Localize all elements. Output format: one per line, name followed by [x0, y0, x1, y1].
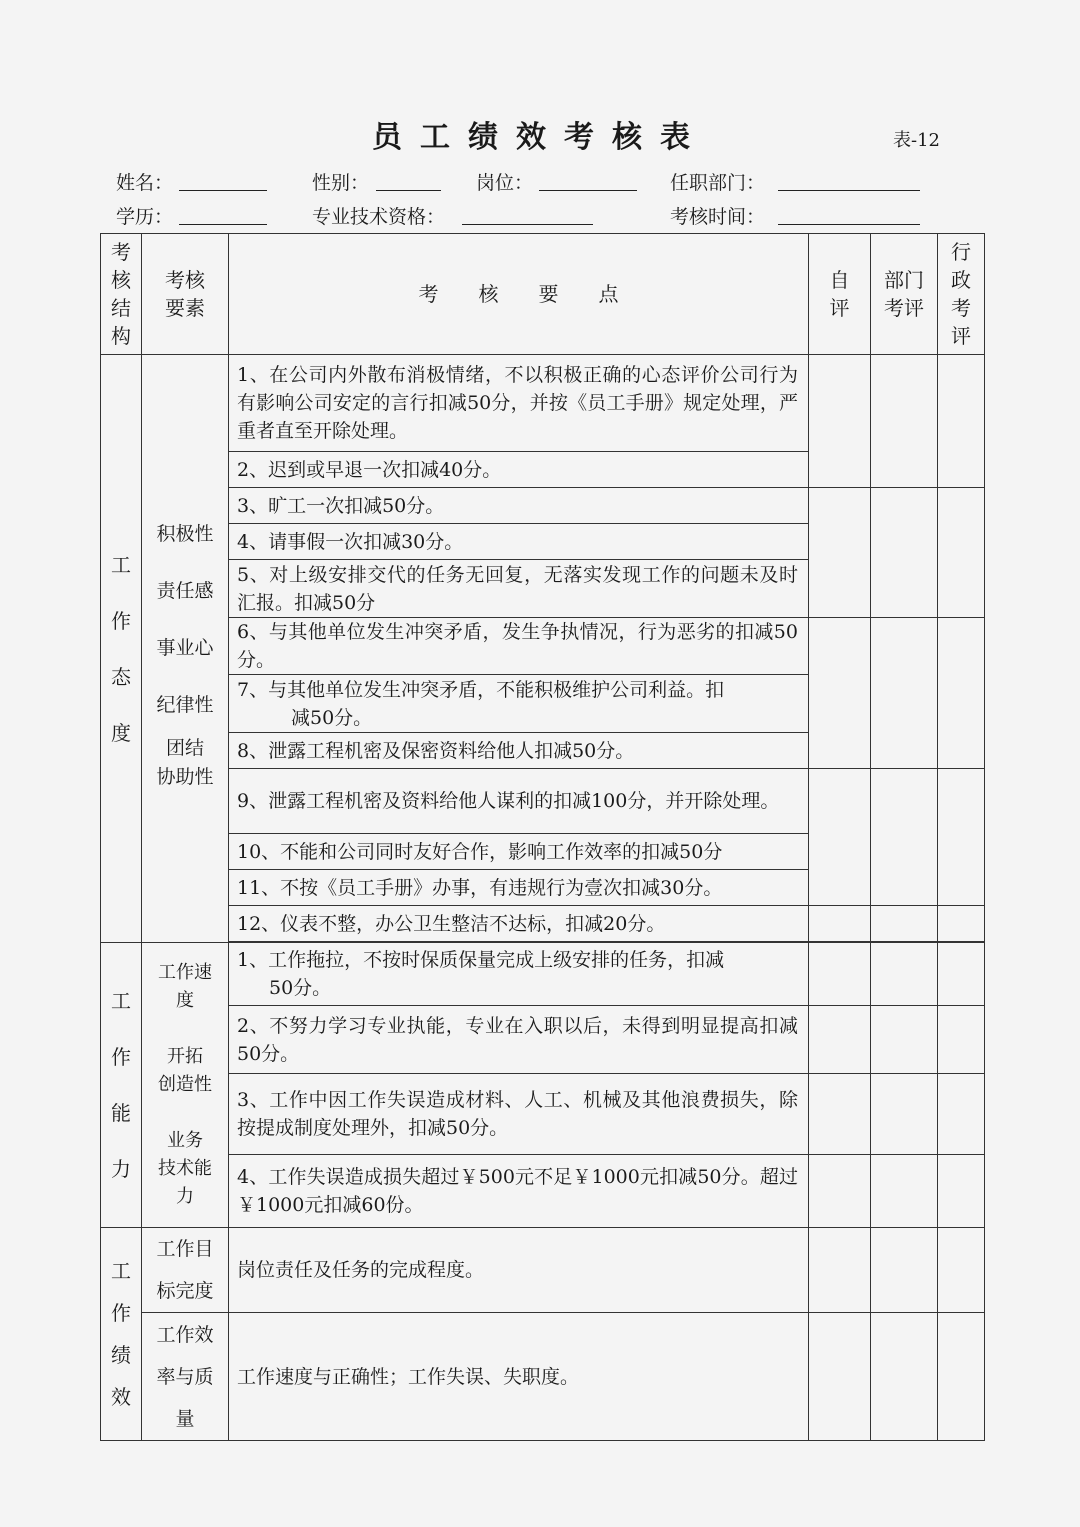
header-points: 考 核 要 点: [229, 234, 809, 355]
category-ability: 工 作 能 力: [101, 943, 142, 1228]
admin-score[interactable]: [938, 355, 985, 488]
qualification-label: 专业技术资格：: [312, 206, 446, 228]
self-score[interactable]: [809, 1006, 871, 1074]
admin-score[interactable]: [938, 943, 985, 1006]
dept-score[interactable]: [871, 1228, 938, 1313]
self-score[interactable]: [809, 488, 871, 618]
attitude-item-7: 7、与其他单位发生冲突矛盾，不能积极维护公司利益。扣 减50分。: [229, 675, 809, 733]
attitude-item-8: 8、泄露工程机密及保密资料给他人扣减50分。: [229, 733, 809, 769]
admin-score[interactable]: [938, 1155, 985, 1228]
attitude-item-3: 3、旷工一次扣减50分。: [229, 488, 809, 524]
gender-field[interactable]: [376, 168, 441, 191]
self-score[interactable]: [809, 1155, 871, 1228]
table-row: [101, 1228, 985, 1313]
element-target: 工作目 标完度: [142, 1228, 229, 1313]
self-score[interactable]: [809, 1313, 871, 1441]
dept-score[interactable]: [871, 943, 938, 1006]
ability-item-3: 3、工作中因工作失误造成材料、人工、机械及其他浪费损失，除按提成制度处理外，扣减50分。: [229, 1074, 809, 1155]
header-structure: 考 核 结 构: [101, 234, 142, 355]
attitude-item-5: 5、对上级安排交代的任务无回复，无落实发现工作的问题未及时汇报。扣减50分: [229, 560, 809, 618]
performance-item-1: 岗位责任及任务的完成程度。: [229, 1228, 809, 1313]
ability-item-4: 4、工作失误造成损失超过￥500元不足￥1000元扣减50分。超过￥1000元扣减60份。: [229, 1155, 809, 1228]
header-row: [101, 234, 985, 355]
self-score[interactable]: [809, 906, 871, 942]
self-score[interactable]: [809, 769, 871, 906]
ability-item-1: 1、工作拖拉，不按时保质保量完成上级安排的任务，扣减 50分。: [229, 943, 809, 1006]
dept-score[interactable]: [871, 1006, 938, 1074]
admin-score[interactable]: [938, 769, 985, 906]
dept-field[interactable]: [778, 168, 920, 191]
assessment-table: [100, 233, 985, 1441]
elements-ability: 工作速 度 开拓 创造性 业务 技术能 力: [142, 943, 229, 1228]
attitude-item-2: 2、迟到或早退一次扣减40分。: [229, 452, 809, 488]
dept-score[interactable]: [871, 488, 938, 618]
header-dept: 部门 考评: [871, 234, 938, 355]
self-score[interactable]: [809, 1074, 871, 1155]
element-efficiency: 工作效 率与质 量: [142, 1313, 229, 1441]
name-field[interactable]: [179, 168, 267, 191]
dept-score[interactable]: [871, 1313, 938, 1441]
dept-score[interactable]: [871, 1074, 938, 1155]
admin-score[interactable]: [938, 1074, 985, 1155]
position-label: 岗位：: [476, 172, 534, 194]
table-row: [101, 943, 985, 1006]
category-attitude: 工 作 态 度: [101, 355, 142, 943]
dept-score[interactable]: [871, 1155, 938, 1228]
header-self: 自 评: [809, 234, 871, 355]
qualification-field[interactable]: [462, 202, 593, 225]
admin-score[interactable]: [938, 488, 985, 618]
time-field[interactable]: [778, 202, 920, 225]
table-number: 表-12: [893, 130, 940, 151]
admin-score[interactable]: [938, 1006, 985, 1074]
dept-score[interactable]: [871, 906, 938, 942]
category-performance: 工 作 绩 效: [101, 1228, 142, 1441]
elements-attitude: 积极性 责任感 事业心 纪律性 团结 协助性: [142, 355, 229, 943]
attitude-item-12: 12、仪表不整，办公卫生整洁不达标，扣减20分。: [229, 906, 809, 942]
attitude-item-1: 1、在公司内外散布消极情绪，不以积极正确的心态评价公司行为有影响公司安定的言行扣减50分，并按《员工手册》规定处理，严重者直至开除处理。: [229, 355, 809, 452]
ability-item-2: 2、不努力学习专业执能，专业在入职以后，未得到明显提高扣减50分。: [229, 1006, 809, 1074]
self-score[interactable]: [809, 943, 871, 1006]
name-label: 姓名：: [116, 172, 174, 194]
attitude-item-10: 10、不能和公司同时友好合作，影响工作效率的扣减50分: [229, 834, 809, 870]
admin-score[interactable]: [938, 1228, 985, 1313]
performance-item-2: 工作速度与正确性；工作失误、失职度。: [229, 1313, 809, 1441]
dept-score[interactable]: [871, 618, 938, 769]
attitude-item-6: 6、与其他单位发生冲突矛盾，发生争执情况，行为恶劣的扣减50分。: [229, 618, 809, 675]
attitude-item-11: 11、不按《员工手册》办事，有违规行为壹次扣减30分。: [229, 870, 809, 906]
position-field[interactable]: [539, 168, 637, 191]
attitude-item-4: 4、请事假一次扣减30分。: [229, 524, 809, 560]
page-title: 员工绩效考核表: [372, 120, 708, 155]
self-score[interactable]: [809, 1228, 871, 1313]
dept-label: 任职部门：: [670, 172, 766, 194]
admin-score[interactable]: [938, 1313, 985, 1441]
education-field[interactable]: [179, 202, 267, 225]
dept-score[interactable]: [871, 769, 938, 906]
education-label: 学历：: [116, 206, 174, 228]
self-score[interactable]: [809, 618, 871, 769]
admin-score[interactable]: [938, 618, 985, 769]
table-row: [101, 355, 985, 452]
header-admin: 行 政 考 评: [938, 234, 985, 355]
gender-label: 性别：: [312, 172, 370, 194]
attitude-item-9: 9、泄露工程机密及资料给他人谋利的扣减100分，并开除处理。: [229, 769, 809, 834]
self-score[interactable]: [809, 355, 871, 488]
time-label: 考核时间：: [670, 206, 766, 228]
admin-score[interactable]: [938, 906, 985, 942]
dept-score[interactable]: [871, 355, 938, 488]
header-element: 考核 要素: [142, 234, 229, 355]
